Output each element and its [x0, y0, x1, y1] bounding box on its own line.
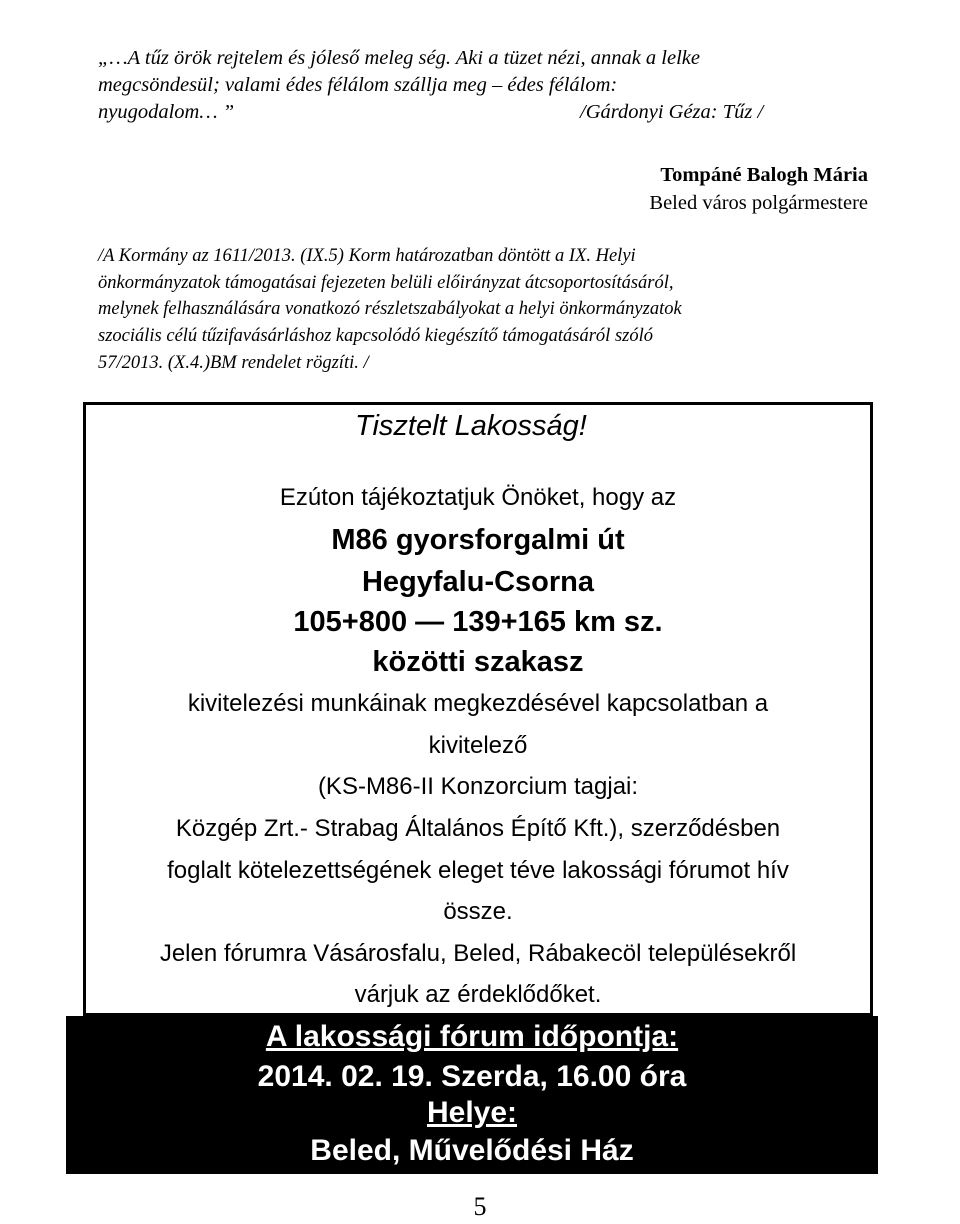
notice-line: foglalt kötelezettségének eleget téve lakossági fórumot hív — [167, 857, 789, 884]
forum-time-label — [66, 1020, 878, 1054]
forum-place-value: Beled, Művelődési Ház — [310, 1134, 634, 1167]
notice-line: össze. — [443, 898, 513, 925]
notice-line: várjuk az érdeklődőket. — [354, 981, 602, 1008]
signature-title: Beled város polgármestere — [649, 192, 868, 214]
quote-line-2: megcsöndesül; valami édes félálom szállja meg – édes félálom: — [98, 74, 618, 96]
notice-road: M86 gyorsforgalmi út — [331, 524, 625, 556]
government-note — [98, 243, 888, 377]
government-note-line: önkormányzatok támogatásai fejezeten belüli előirányzat átcsoportosításáról, — [98, 272, 674, 293]
notice-line: (KS-M86-II Konzorcium tagjai: — [317, 773, 639, 800]
quote-line-3-left: nyugodalom… ” — [98, 101, 235, 123]
forum-place-label-text: Helye: — [426, 1096, 518, 1129]
notice-km: 105+800 — 139+165 km sz. — [293, 606, 663, 638]
forum-time-label-text: A lakossági fórum időpontja: — [265, 1020, 679, 1053]
notice-intro: Ezúton tájékoztatjuk Önöket, hogy az — [279, 484, 677, 511]
government-note-line: szociális célú tűzifavásárláshoz kapcsolódó kiegészítő támogatásáról szóló — [98, 326, 653, 347]
signature-name: Tompáné Balogh Mária — [660, 164, 868, 186]
government-note-line: melynek felhasználására vonatkozó részletszabályokat a helyi önkormányzatok — [98, 299, 682, 320]
notice-heading: Tisztelt Lakosság! — [355, 410, 587, 442]
notice-between: közötti szakasz — [372, 646, 584, 678]
notice-line: kivitelező — [428, 732, 528, 759]
forum-time-value: 2014. 02. 19. Szerda, 16.00 óra — [257, 1060, 687, 1093]
quote-line-1: „…A tűz örök rejtelem és jóleső meleg ség. Aki a tüzet nézi, annak a lelke — [98, 47, 700, 69]
notice-line: Jelen fórumra Vásárosfalu, Beled, Rábakecöl településekről — [159, 940, 797, 967]
notice-line: Közgép Zrt.- Strabag Általános Építő Kft.), szerződésben — [175, 815, 781, 842]
notice-section: Hegyfalu-Csorna — [361, 566, 595, 598]
notice-line: kivitelezési munkáinak megkezdésével kapcsolatban a — [187, 690, 769, 717]
government-note-line: /A Kormány az 1611/2013. (IX.5) Korm határozatban döntött a IX. Helyi — [98, 246, 636, 266]
government-note-line: 57/2013. (X.4.)BM rendelet rögzíti. / — [98, 352, 369, 373]
quote-attribution: /Gárdonyi Géza: Tűz / — [580, 101, 764, 123]
page-number: 5 — [473, 1192, 487, 1221]
forum-place-label — [66, 1096, 878, 1130]
